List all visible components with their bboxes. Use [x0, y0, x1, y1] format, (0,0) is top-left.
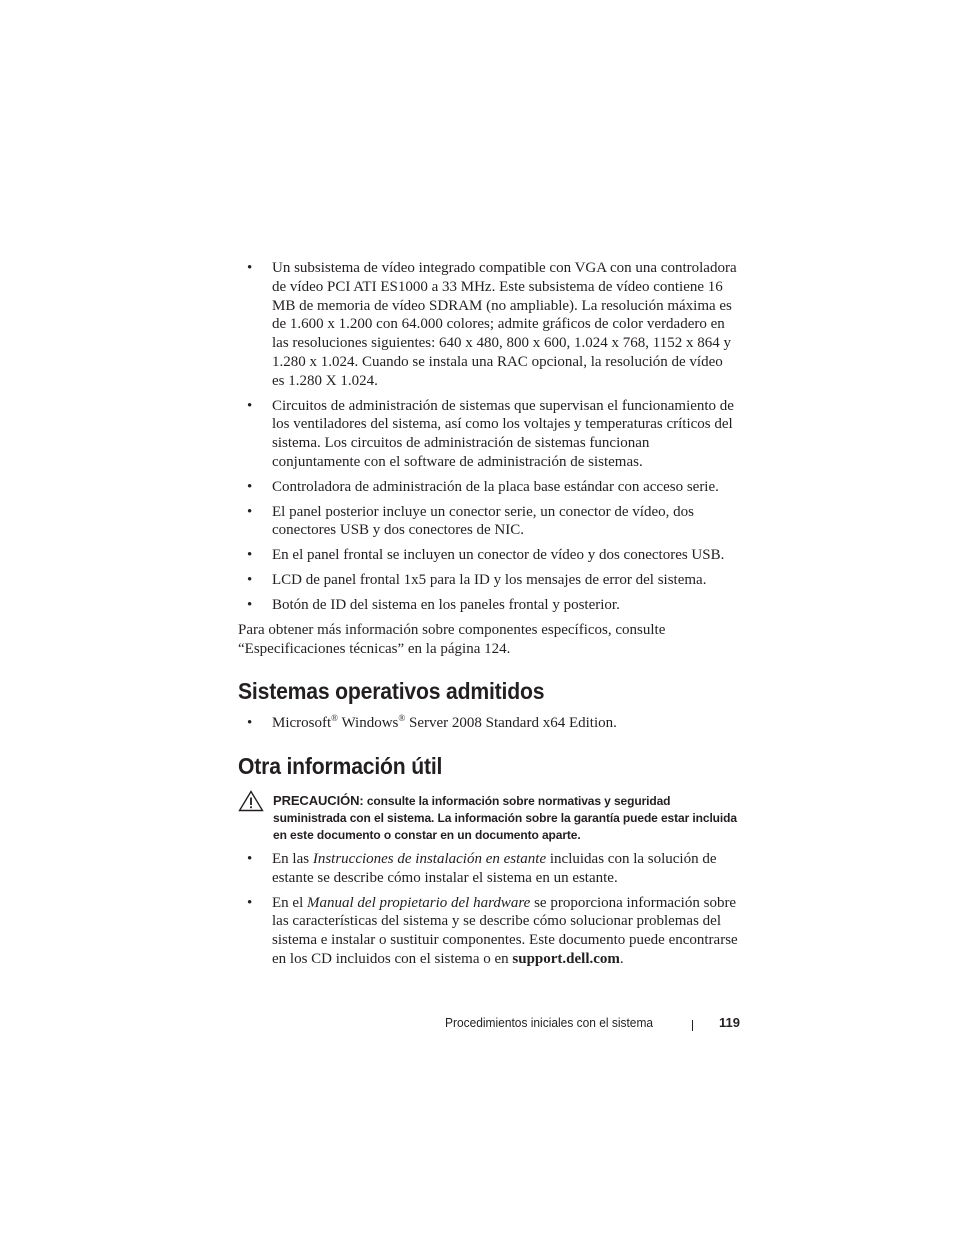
support-link[interactable]: support.dell.com [512, 950, 620, 967]
bullet-icon: • [247, 851, 253, 867]
more-info-paragraph: Para obtener más información sobre componentes específicos, consulte “Especificaciones técnicas” en la página 124. [238, 622, 666, 657]
bullet-icon: • [247, 260, 253, 276]
warning-icon [238, 790, 264, 812]
list-item: • Un subsistema de vídeo integrado compatible con VGA con una controladora de vídeo PCI ATI ES1000 a 33 MHz. Este subsistema de vídeo contiene 16 MB de memoria de vídeo SDRAM (no ampliable). La resolución máxima es de 1.600 x 1.200 con 64.000 colores; admite gráficos de color verdadero en las resoluciones siguientes: 640 x 480, 800 x 600, 1.024 x 768, 1152 x 864 y 1.280 x 1.024. Cuando se instala una RAC opcional, la resolución de vídeo es 1.280 X 1.024. [247, 260, 737, 389]
list-item: • El panel posterior incluye un conector serie, un conector de vídeo, dos conectores USB y dos conectores de NIC. [247, 503, 694, 539]
bullet-icon: • [247, 596, 253, 613]
list-item: • Botón de ID del sistema en los paneles frontal y posterior. [247, 596, 620, 613]
info-heading: Otra información útil [238, 753, 443, 779]
os-heading: Sistemas operativos admitidos [238, 678, 545, 704]
list-item: • Circuitos de administración de sistemas que supervisan el funcionamiento de los ventiladores del sistema, así como los voltajes y temperaturas críticos del sistema. Los circuitos de administración de sistemas funcionan conjuntamente con el software de administración de sistemas. [247, 397, 734, 470]
bullet-icon: • [247, 571, 253, 588]
os-list [238, 714, 738, 733]
bullet-icon: • [247, 894, 253, 911]
bullet-icon: • [247, 503, 253, 520]
feature-list [238, 259, 738, 615]
list-item: • En las Instrucciones de instalación en estante incluidas con la solución de estante se describe cómo instalar el sistema en un estante. [247, 851, 717, 886]
list-item: • LCD de panel frontal 1x5 para la ID y los mensajes de error del sistema. [247, 571, 707, 588]
list-item: • Microsoft® Windows® Server 2008 Standard x64 Edition. [247, 713, 617, 731]
page-number: 119 [719, 1015, 740, 1030]
list-item: • En el Manual del propietario del hardware se proporciona información sobre las características del sistema y se describe cómo solucionar problemas del sistema e instalar o sustituir componentes. Este documento puede encontrarse en los CD incluidos con el sistema o en support.dell.com. [247, 894, 738, 967]
footer-divider [692, 1020, 693, 1031]
info-list [238, 850, 738, 969]
list-item: • Controladora de administración de la placa base estándar con acceso serie. [247, 478, 719, 495]
bullet-icon: • [247, 397, 253, 414]
bullet-icon: • [247, 547, 253, 564]
bullet-icon: • [247, 478, 253, 495]
footer-title: Procedimientos iniciales con el sistema [445, 1015, 654, 1030]
caution-text: PRECAUCIÓN: consulte la información sobre normativas y seguridad suministrada con el sistema. La información sobre la garantía puede estar incluida en este documento o constar en un documento aparte. [273, 793, 737, 843]
bullet-icon: • [247, 715, 253, 731]
caution-label: PRECAUCIÓN: [273, 793, 364, 808]
list-item: • En el panel frontal se incluyen un conector de vídeo y dos conectores USB. [247, 547, 725, 564]
